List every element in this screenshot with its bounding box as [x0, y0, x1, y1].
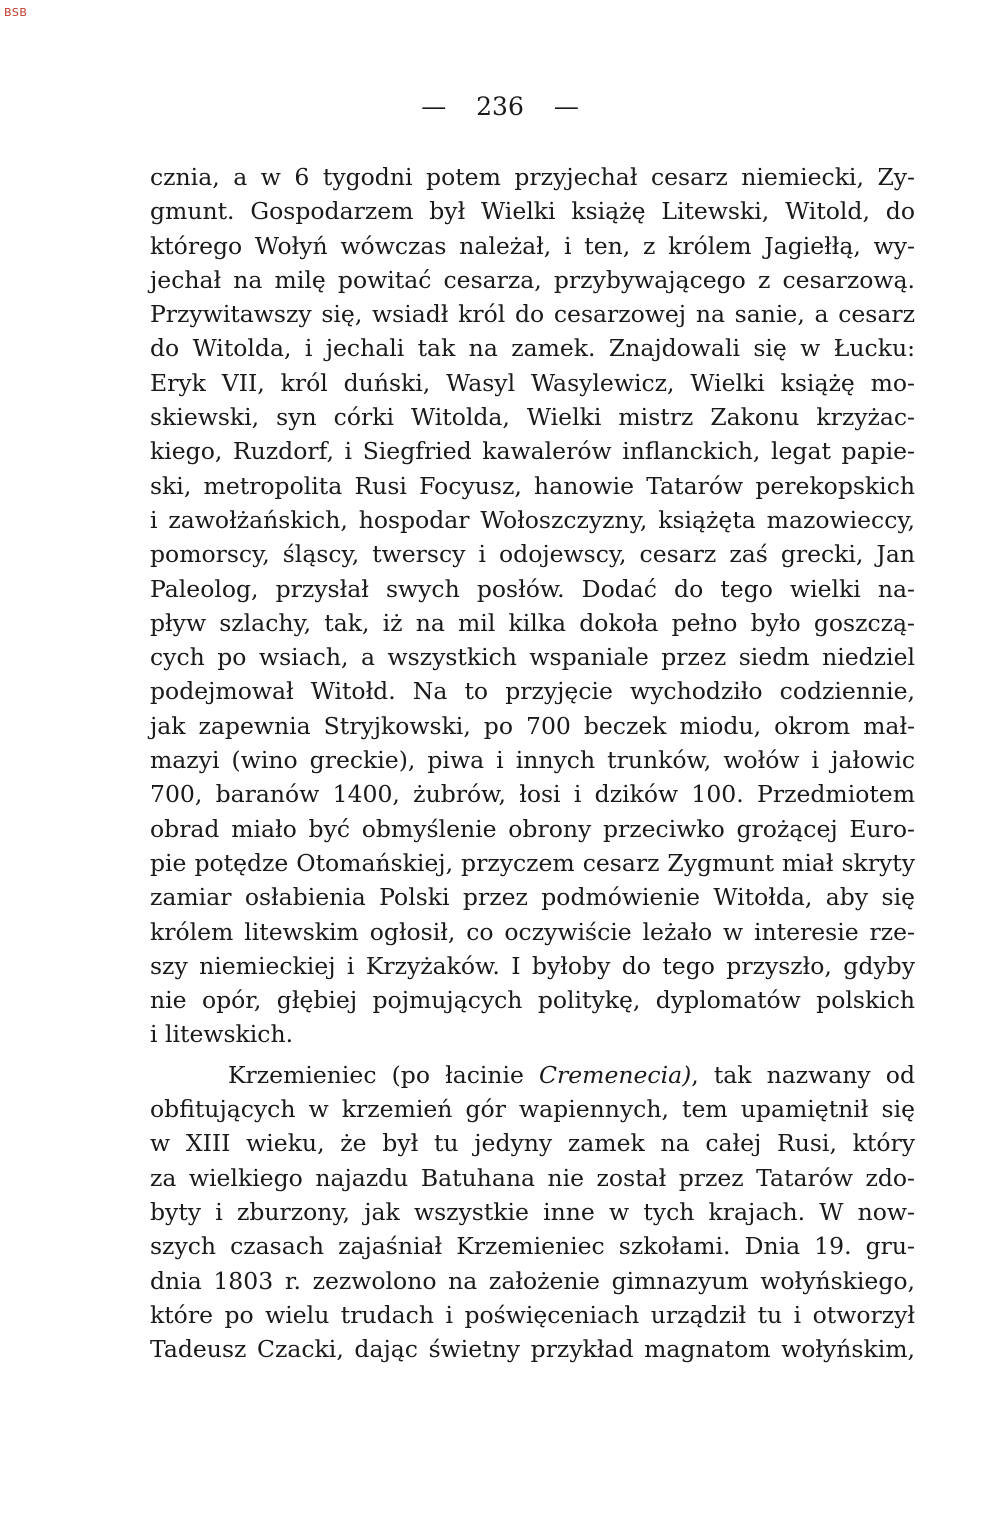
header-dash-left: —	[421, 92, 447, 121]
paragraph-line: 700, baranów 1400, żubrów, łosi i dzików 100. Przedmiotem	[150, 780, 915, 809]
paragraph-line: nie opór, głębiej pojmujących politykę, dyplomatów polskich	[150, 986, 915, 1015]
header-dash-right: —	[553, 92, 579, 121]
paragraph-line: zamiar osłabienia Polski przez podmówienie Witołda, aby się	[150, 883, 915, 912]
paragraph-2	[150, 1058, 915, 1367]
library-stamp: BSB	[4, 6, 28, 19]
paragraph-line: które po wielu trudach i poświęceniach urządził tu i otworzył	[150, 1300, 915, 1329]
paragraph-line: mazyi (wino greckie), piwa i innych trunków, wołów i jałowic	[150, 746, 915, 775]
paragraph-1	[150, 160, 915, 1052]
body-text	[150, 160, 915, 1366]
paragraph-line: pomorscy, śląscy, twerscy i odojewscy, cesarz zaś grecki, Jan	[150, 540, 915, 569]
paragraph-line: gmunt. Gospodarzem był Wielki książę Litewski, Witold, do	[150, 197, 915, 226]
paragraph-line: szych czasach zajaśniał Krzemieniec szkołami. Dnia 19. gru-	[150, 1232, 915, 1261]
paragraph-line: Przywitawszy się, wsiadł król do cesarzowej na sanie, a cesarz	[150, 300, 915, 329]
paragraph-line: pie potędze Otomańskiej, przyczem cesarz Zygmunt miał skryty	[150, 848, 915, 877]
paragraph-line: którego Wołyń wówczas należał, i ten, z królem Jagiełłą, wy-	[150, 231, 915, 260]
paragraph-line: pływ szlachy, tak, iż na mil kilka dokoła pełno było goszczą-	[150, 608, 915, 637]
paragraph-line: szy niemieckiej i Krzyżaków. I byłoby do tego przyszło, gdyby	[150, 951, 915, 980]
line-segment: Krzemieniec (po łacinie	[228, 1060, 540, 1089]
paragraph-line: kiego, Ruzdorf, i Siegfried kawalerów inflanckich, legat papie-	[150, 437, 915, 466]
paragraph-line: jak zapewnia Stryjkowski, po 700 beczek miodu, okrom mał-	[150, 711, 915, 740]
paragraph-line: cznia, a w 6 tygodni potem przyjechał cesarz niemiecki, Zy-	[150, 163, 915, 191]
paragraph-line: królem litewskim ogłosił, co oczywiście leżało w interesie rze-	[150, 917, 915, 946]
paragraph-line	[150, 1058, 915, 1092]
paragraph-line: dnia 1803 r. zezwolono na założenie gimnazyum wołyńskiego,	[150, 1266, 915, 1295]
italic-term: Cremenecia)	[539, 1060, 692, 1089]
paragraph-line: obfitujących w krzemień gór wapiennych, tem upamiętnił się	[150, 1095, 915, 1124]
paragraph-line: i zawołżańskich, hospodar Wołoszczyzny, książęta mazowieccy,	[150, 505, 915, 534]
paragraph-line: i litewskich.	[150, 1020, 294, 1049]
paragraph-line: Eryk VII, król duński, Wasyl Wasylewicz, Wielki książę mo-	[150, 368, 915, 397]
paragraph-line: Paleolog, przysłał swych posłów. Dodać do tego wielki na-	[150, 574, 915, 603]
paragraph-line: obrad miało być obmyślenie obrony przeciwko grożącej Euro-	[150, 814, 915, 843]
paragraph-line: w XIII wieku, że był tu jedyny zamek na całej Rusi, który	[150, 1129, 915, 1158]
paragraph-line: cych po wsiach, a wszystkich wspaniale przez siedm niedziel	[150, 643, 915, 672]
paragraph-line: ski, metropolita Rusi Focyusz, hanowie Tatarów perekopskich	[150, 471, 915, 500]
paragraph-line: jechał na milę powitać cesarza, przybywającego z cesarzową.	[150, 265, 915, 294]
page-number: 236	[476, 92, 524, 121]
page-header	[0, 92, 1000, 121]
paragraph-line: byty i zburzony, jak wszystkie inne w tych krajach. W now-	[150, 1197, 915, 1226]
paragraph-line: Tadeusz Czacki, dając świetny przykład magnatom wołyńskim,	[150, 1335, 915, 1364]
paragraph-line: za wielkiego najazdu Batuhana nie został przez Tatarów zdo-	[150, 1163, 915, 1192]
paragraph-line: do Witolda, i jechali tak na zamek. Znajdowali się w Łucku:	[150, 334, 915, 363]
paragraph-line: podejmował Witołd. Na to przyjęcie wychodziło codziennie,	[150, 677, 915, 706]
paragraph-line: skiewski, syn córki Witolda, Wielki mistrz Zakonu krzyżac-	[150, 403, 915, 432]
line-segment: , tak nazwany od	[691, 1060, 915, 1089]
